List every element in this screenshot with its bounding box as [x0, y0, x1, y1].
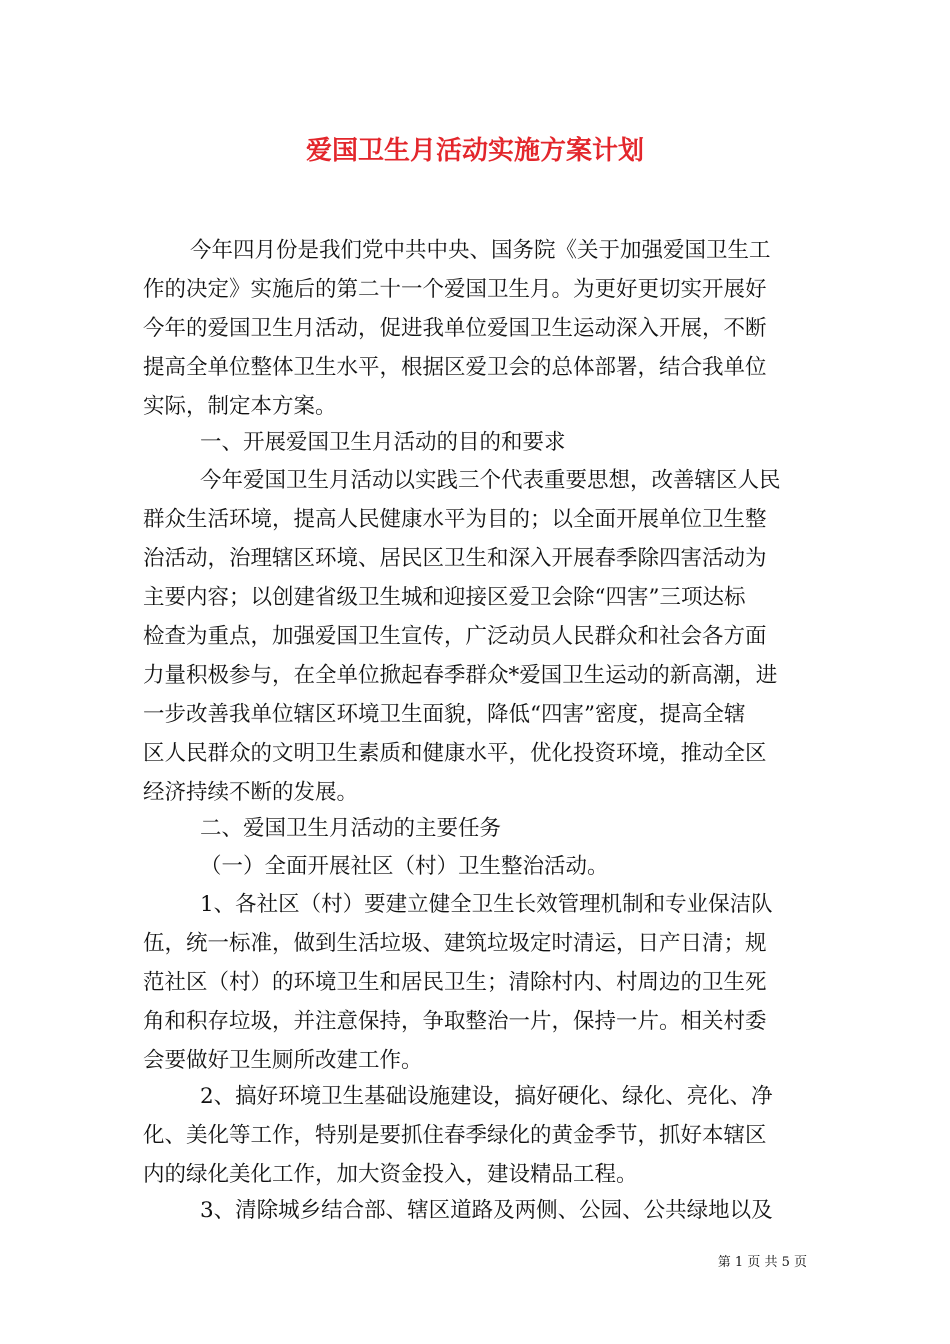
paragraph-line: 2、搞好环境卫生基础设施建设，搞好硬化、绿化、亮化、净 [200, 1084, 773, 1109]
paragraph-line: 群众生活环境，提高人民健康水平为目的；以全面开展单位卫生整 [143, 507, 767, 532]
paragraph-line: 今年四月份是我们党中共中央、国务院《关于加强爱国卫生工 [190, 238, 771, 263]
section-heading-1: 一、开展爱国卫生月活动的目的和要求 [200, 430, 566, 455]
paragraph-line: 区人民群众的文明卫生素质和健康水平，优化投资环境，推动全区 [143, 741, 767, 766]
paragraph-line: 角和积存垃圾，并注意保持，争取整治一片，保持一片。相关村委 [143, 1009, 767, 1034]
paragraph-line: 今年爱国卫生月活动以实践三个代表重要思想，改善辖区人民 [200, 468, 781, 493]
paragraph-line: 实际，制定本方案。 [143, 394, 337, 419]
paragraph-line: 内的绿化美化工作，加大资金投入，建设精品工程。 [143, 1162, 638, 1187]
paragraph-line: 作的决定》实施后的第二十一个爱国卫生月。为更好更切实开展好 [143, 277, 767, 302]
paragraph-line: 化、美化等工作，特别是要抓住春季绿化的黄金季节，抓好本辖区 [143, 1123, 767, 1148]
subsection-heading: （一）全面开展社区（村）卫生整治活动。 [200, 854, 609, 879]
paragraph-line: 今年的爱国卫生月活动，促进我单位爱国卫生运动深入开展，不断 [143, 316, 767, 341]
section-heading-2: 二、爱国卫生月活动的主要任务 [200, 816, 502, 841]
paragraph-line: 检查为重点，加强爱国卫生宣传，广泛动员人民群众和社会各方面 [143, 624, 767, 649]
paragraph-line: 治活动，治理辖区环境、居民区卫生和深入开展春季除四害活动为 [143, 546, 767, 571]
paragraph-line: 经济持续不断的发展。 [143, 780, 359, 805]
paragraph-line: 伍，统一标准，做到生活垃圾、建筑垃圾定时清运，日产日清；规 [143, 931, 767, 956]
paragraph-line: 提高全单位整体卫生水平，根据区爱卫会的总体部署，结合我单位 [143, 355, 767, 380]
paragraph-line: 力量积极参与，在全单位掀起春季群众*爱国卫生运动的新高潮，进 [143, 663, 778, 688]
paragraph-line: 1、各社区（村）要建立健全卫生长效管理机制和专业保洁队 [200, 892, 773, 917]
paragraph-line: 一步改善我单位辖区环境卫生面貌，降低“四害”密度，提高全辖 [143, 702, 746, 727]
paragraph-line: 范社区（村）的环境卫生和居民卫生；清除村内、村周边的卫生死 [143, 970, 767, 995]
page-indicator: 第 1 页 共 5 页 [717, 1255, 807, 1270]
document-title: 爱国卫生月活动实施方案计划 [305, 136, 644, 166]
paragraph-line: 主要内容；以创建省级卫生城和迎接区爱卫会除“四害”三项达标 [143, 585, 746, 610]
paragraph-line: 会要做好卫生厕所改建工作。 [143, 1048, 423, 1073]
paragraph-line: 3、清除城乡结合部、辖区道路及两侧、公园、公共绿地以及 [200, 1198, 773, 1223]
